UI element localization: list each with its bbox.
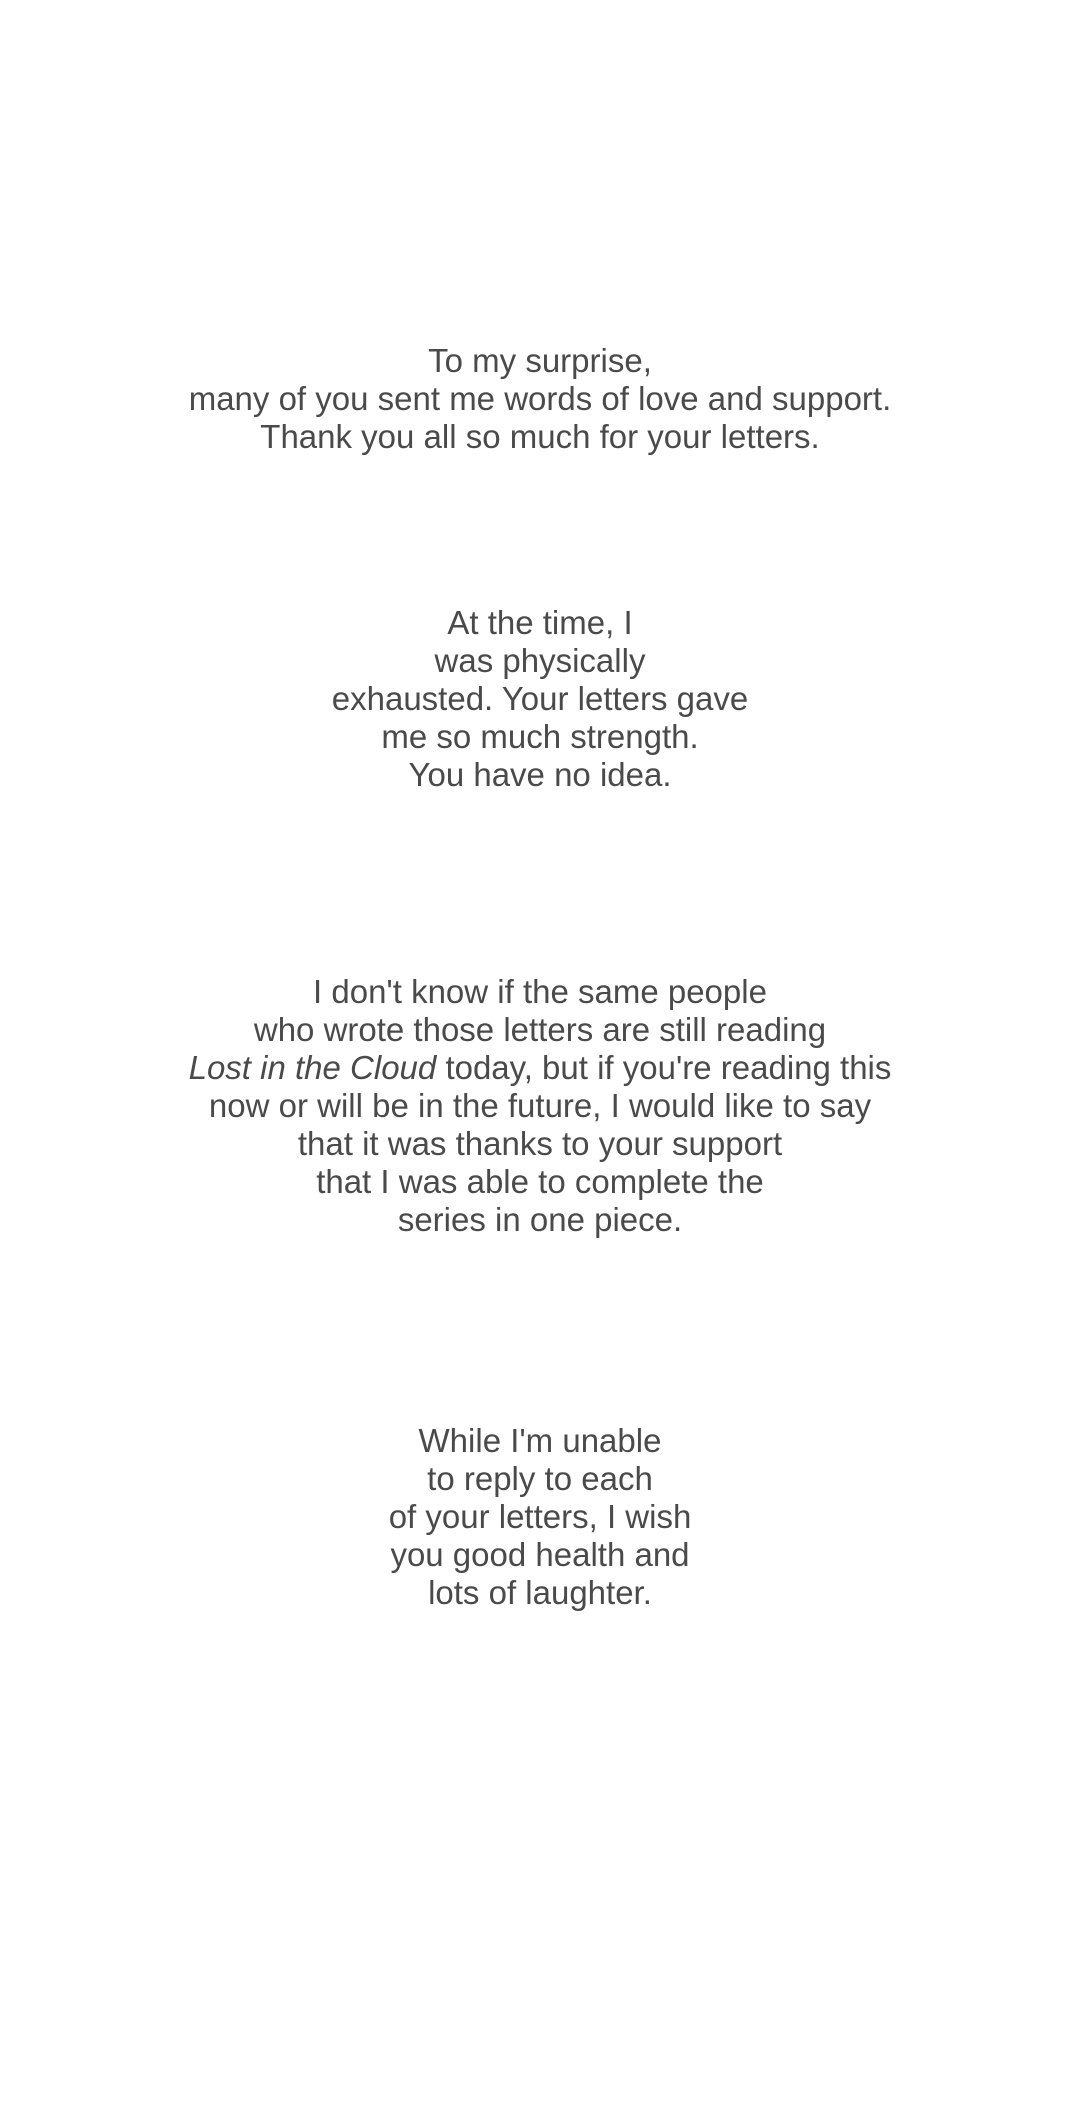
text-line: me so much strength.	[381, 718, 699, 755]
text-line: To my surprise,	[428, 342, 652, 379]
text-line: You have no idea.	[408, 756, 672, 793]
paragraph-thanks	[0, 973, 1080, 1239]
text-line: lots of laughter.	[428, 1574, 652, 1611]
text-line: many of you sent me words of love and support.	[188, 380, 892, 417]
text-line: While I'm unable	[418, 1422, 662, 1459]
text-line: who wrote those letters are still reading	[253, 1011, 827, 1048]
text-line: was physically	[434, 642, 646, 679]
text-line: that I was able to complete the	[316, 1163, 764, 1200]
text-line: of your letters, I wish	[388, 1498, 692, 1535]
text-line: I don't know if the same people	[313, 973, 767, 1010]
series-title: Lost in the Cloud	[188, 1049, 437, 1086]
text-line-rest: today, but if you're reading this	[445, 1049, 892, 1086]
paragraph-surprise	[0, 342, 1080, 456]
paragraph-strength	[0, 604, 1080, 794]
text-line: exhausted. Your letters gave	[331, 680, 749, 717]
text-line: At the time, I	[447, 604, 633, 641]
text-line: that it was thanks to your support	[297, 1125, 783, 1162]
text-line: now or will be in the future, I would like to say	[208, 1087, 872, 1124]
paragraph-wishes	[0, 1422, 1080, 1612]
text-line: you good health and	[390, 1536, 690, 1573]
text-line: to reply to each	[427, 1460, 653, 1497]
text-line-with-title	[0, 1049, 1080, 1087]
text-line: Thank you all so much for your letters.	[260, 418, 820, 455]
text-line: series in one piece.	[397, 1201, 683, 1238]
